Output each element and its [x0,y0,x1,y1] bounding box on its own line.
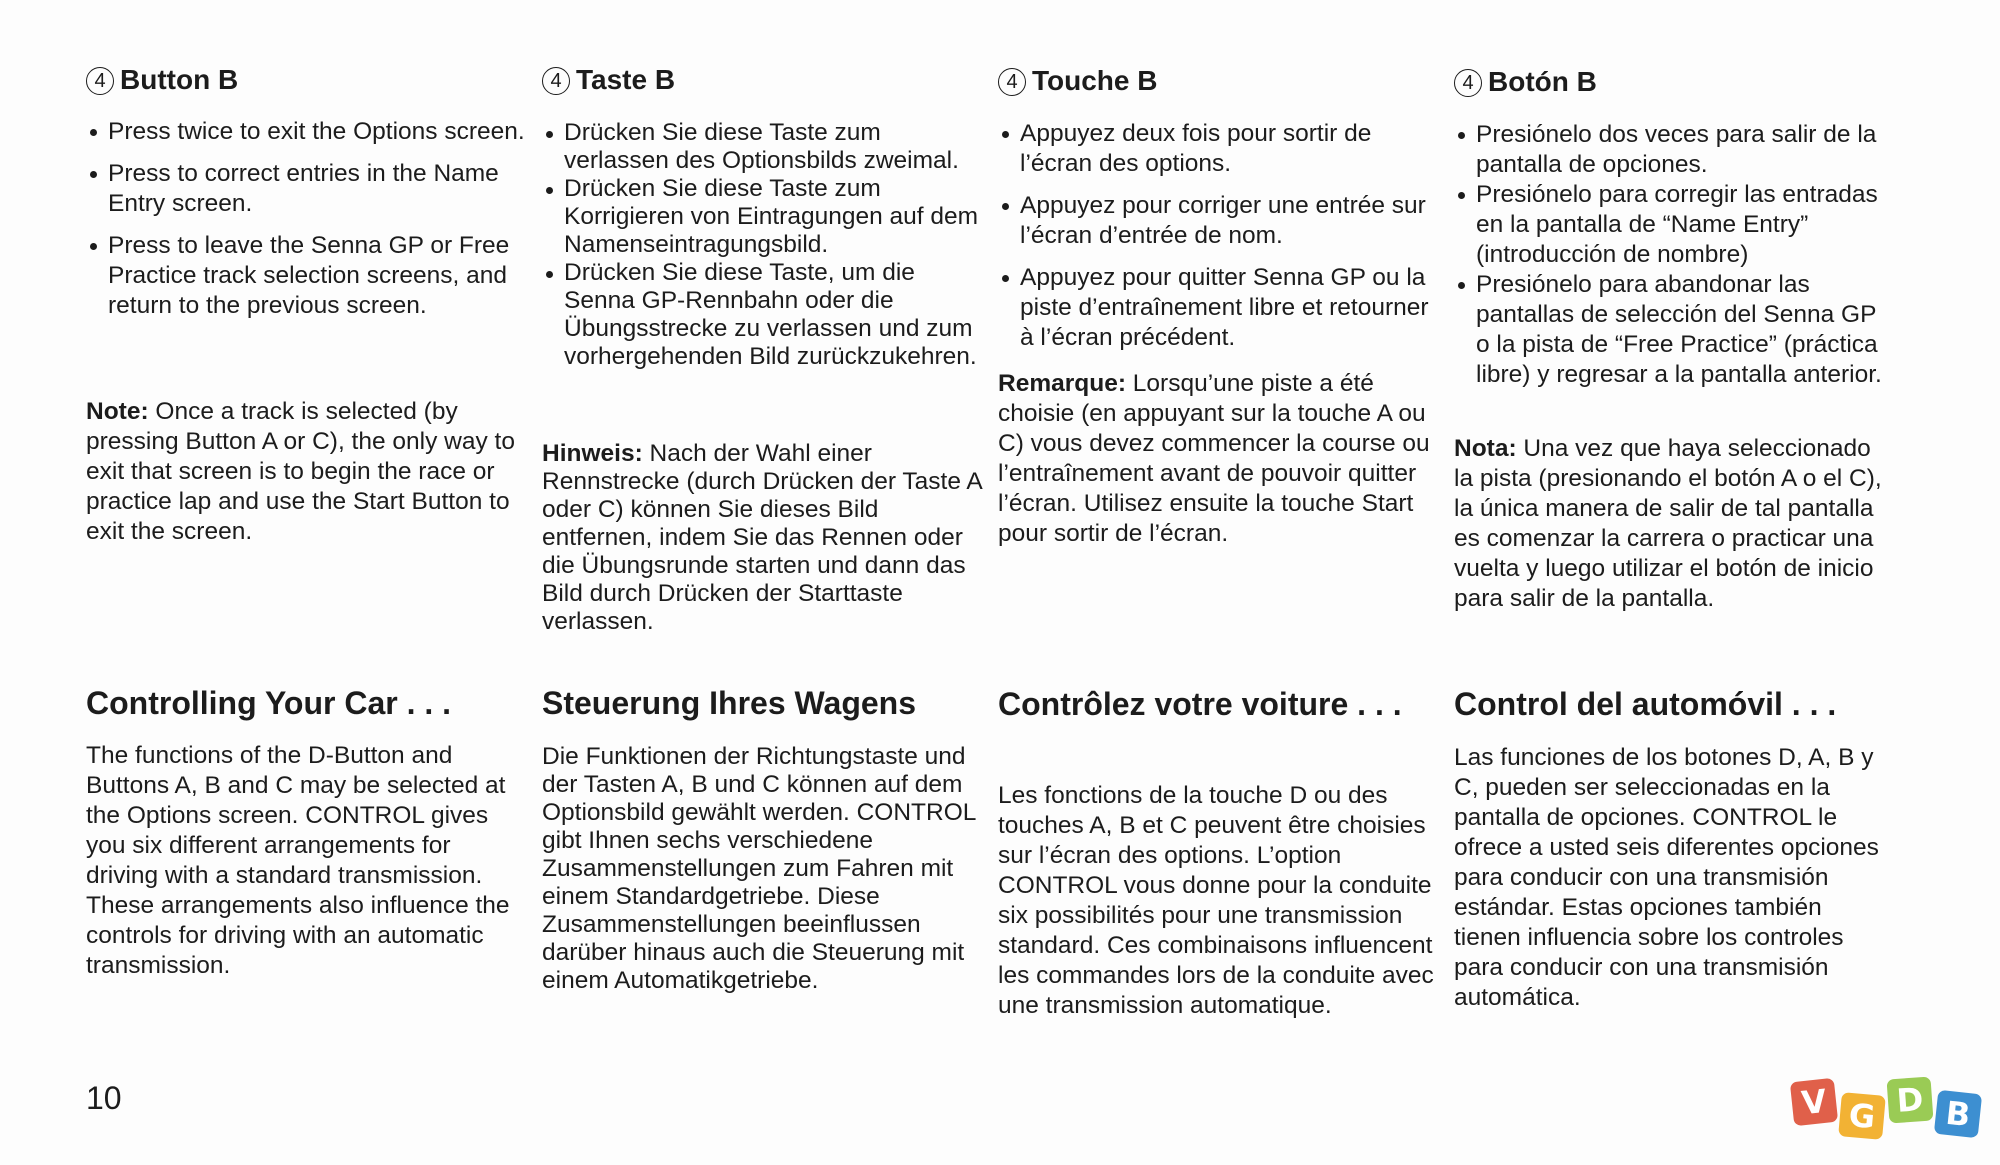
bullet-list [542,119,982,371]
circled-number-icon: 4 [1454,69,1482,97]
heading-text: Button B [120,64,239,95]
note-label: Remarque: [998,370,1126,397]
list-item: Drücken Sie diese Taste, um die Senna GP-Rennbahn oder die Übungsstrecke zu verlassen und zum vorhergehenden Bild zurückzukehren. [542,259,982,371]
list-item: Appuyez pour corriger une entrée sur l’écran d’entrée de nom. [998,191,1438,251]
section-paragraph: Les fonctions de la touche D ou des touches A, B et C peuvent être choisies sur l’écran des options. L’option CONTROL vous donne pour la conduite six possibilités pour une transmission standard. Ces combinaisons influencent les commandes lors de la conduite avec une transmission automatique. [998,782,1434,1019]
note-text: Una vez que haya seleccionado la pista (presionando el botón A o el C), la única manera de salir de tal pantalla es comenzar la carrera o practicar una vuelta y luego utilizar el botón de inicio para salir de la pantalla. [1454,435,1882,612]
list-item: Press to correct entries in the Name Entry screen. [86,159,526,219]
section-paragraph: Las funciones de los botones D, A, B y C, pueden ser seleccionadas en la pantalla de opciones. CONTROL le ofrece a usted seis diferentes opciones para conducir con una transmisión estándar. Estas opciones también tienen influencia sobre los controles para conducir con una transmisión automática. [1454,744,1879,1011]
list-item: Presiónelo dos veces para salir de la pantalla de opciones. [1454,120,1894,180]
bullet-list [1454,120,1894,390]
note-text: Once a track is selected (by pressing Button A or C), the only way to exit that screen is to begin the race or practice lap and use the Start Button to exit the screen. [86,398,515,545]
heading-button-b [86,64,238,96]
heading-text: Touche B [1032,65,1158,96]
bullet-list [998,119,1438,353]
list-item: Appuyez pour quitter Senna GP ou la piste d’entraînement libre et retourner à l’écran précédent. [998,263,1438,353]
heading-text: Taste B [576,64,676,95]
list-item: Appuyez deux fois pour sortir de l’écran des options. [998,119,1438,179]
heading-text: Botón B [1488,66,1597,97]
note-paragraph [1454,434,1894,614]
circled-number-icon: 4 [542,67,570,95]
note-text: Lorsqu’une piste a été choisie (en appuyant sur la touche A ou C) vous devez commencer la course ou l’entraînement avant de pouvoir quitter l’écran. Utilisez ensuite la touche Start pour sortir de l’écran. [998,370,1430,547]
logo-letter-d: D [1887,1077,1934,1124]
note-label: Note: [86,398,149,425]
logo-letter-v: V [1790,1078,1838,1126]
note-paragraph [998,369,1438,549]
note-paragraph [86,397,526,547]
list-item: Press twice to exit the Options screen. [86,117,526,147]
logo-letter-g: G [1838,1092,1886,1140]
page-number: 10 [86,1080,122,1116]
heading-touche-b [998,65,1157,97]
section-paragraph: Die Funktionen der Richtungstaste und der Tasten A, B und C können auf dem Optionsbild gewählt werden. CONTROL gibt Ihnen sechs verschiedene Zusammenstellungen zum Fahren mit einem Standardgetriebe. Diese Zusammenstellungen beeinflussen darüber hinaus auch die Steuerung mit einem Automatikgetriebe. [542,743,976,994]
note-text: Nach der Wahl einer Rennstrecke (durch Drücken der Taste A oder C) können Sie dieses Bild entfernen, indem Sie das Rennen oder die Übungsrunde starten und dann das Bild durch Drücken der Starttaste verlassen. [542,440,982,635]
list-item: Presiónelo para corregir las entradas en la pantalla de “Name Entry” (introducción de nombre) [1454,180,1894,270]
section-title: Contrôlez votre voiture . . . [998,686,1402,722]
list-item: Press to leave the Senna GP or Free Practice track selection screens, and return to the previous screen. [86,231,526,321]
section-title: Control del automóvil . . . [1454,686,1837,722]
circled-number-icon: 4 [998,68,1026,96]
section-paragraph: The functions of the D-Button and Buttons A, B and C may be selected at the Options screen. CONTROL gives you six different arrangements for driving with a standard transmission. These arrangements also influence the controls for driving with an automatic transmission. [86,742,510,979]
note-paragraph [542,440,982,636]
circled-number-icon: 4 [86,67,114,95]
bullet-list [86,117,526,321]
heading-boton-b [1454,66,1597,98]
list-item: Presiónelo para abandonar las pantallas de selección del Senna GP o la pista de “Free Practice” (práctica libre) y regresar a la pantalla anterior. [1454,270,1894,390]
note-label: Nota: [1454,435,1517,462]
section-title: Controlling Your Car . . . [86,685,452,721]
logo-letter-b: B [1934,1090,1982,1138]
heading-taste-b [542,64,675,96]
section-title: Steuerung Ihres Wagens [542,685,916,721]
vgdb-logo [1792,1078,1992,1144]
list-item: Drücken Sie diese Taste zum Korrigieren von Eintragungen auf dem Namenseintragungsbild. [542,175,982,259]
list-item: Drücken Sie diese Taste zum verlassen des Optionsbilds zweimal. [542,119,982,175]
note-label: Hinweis: [542,440,643,467]
